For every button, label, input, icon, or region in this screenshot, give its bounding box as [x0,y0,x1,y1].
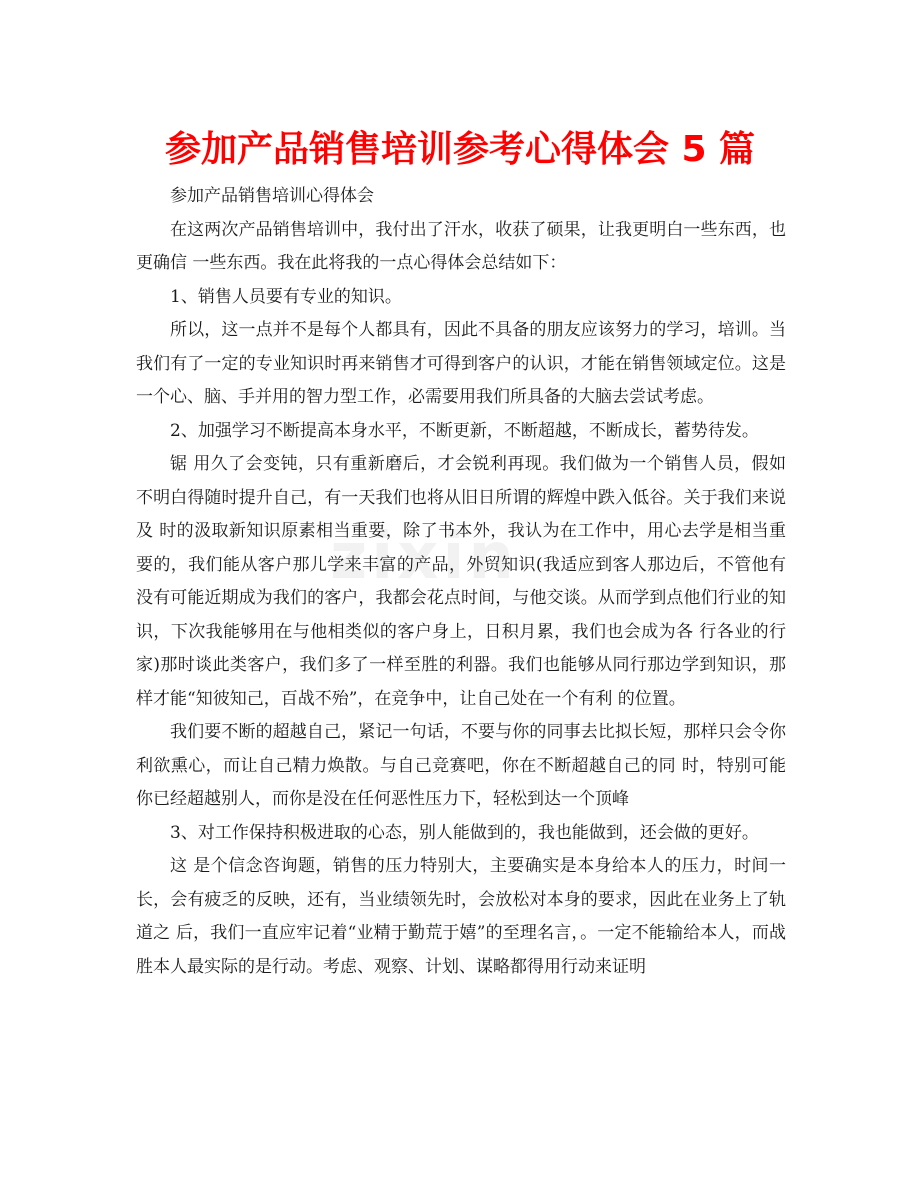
paragraph-point-1: 1、销售人员要有专业的知识。 [170,286,402,307]
document-body [136,180,786,984]
paragraph-point-2-body: 锯 用久了会变钝，只有重新磨后，才会锐利再现。我们做为一个销售人员，假如不明白得随时提升自己，有一天我们也将从旧日所谓的辉煌中跌入低谷。关于我们来说及 时的汲取新知识原素相当重要，除了书本外，我认为在工作中，用心去学是相当重要的，我们能从客户那儿学来丰富的产品，外贸知识(我适应到客人那边后，不管他有没有可能近期成为我们的客户，我都会花点时间，与他交谈。从而学到点他们行业的知识，下次我能够用在与他相类似的客户身上，日积月累，我们也会成为各 行各业的行家)那时谈此类客户，我们多了一样至胜的利器。我们也能够从同行那边学到知识，那样才能“知彼知己，百战不殆”，在竞争中，让自己处在一个有利 的位置。 [136,454,786,709]
paragraph-point-1-body: 所以，这一点并不是每个人都具有，因此不具备的朋友应该努力的学习，培训。当我们有了一定的专业知识时再来销售才可得到客户的认识，才能在销售领域定位。这是一个心、脑、手并用的智力型工作，必需要用我们所具备的大脑去尝试考虑。 [136,320,786,407]
paragraph-point-3: 3、对工作保持积极进取的心态，别人能做到的，我也能做到，还会做的更好。 [170,822,759,843]
document-subtitle: 参加产品销售培训心得体会 [170,186,374,206]
paragraph-intro: 在这两次产品销售培训中，我付出了汗水，收获了硕果，让我更明白一些东西，也更确信 一些东西。我在此将我的一点心得体会总结如下： [136,219,786,273]
paragraph-point-3-body: 这 是个信念咨询题，销售的压力特别大，主要确实是本身给本人的压力，时间一长，会有疲乏的反映，还有，当业绩领先时，会放松对本身的要求，因此在业务上了轨道之 后，我们一直应牢记着“业精于勤荒于嬉”的至理名言，。一定不能输给本人，而战胜本人最实际的是行动。考虑、观察、计划、谋略都得用行动来证明 [136,856,786,977]
paragraph-point-2-body-2: 我们要不断的超越自己，紧记一句话，不要与你的同事去比拟长短，那样只会令你利欲熏心，而让自己精力焕散。与自己竞赛吧，你在不断超越自己的同 时，特别可能你已经超越别人，而你是没在任何恶性压力下，轻松到达一个顶峰 [136,722,786,809]
paragraph-point-2: 2、加强学习不断提高本身水平，不断更新，不断超越，不断成长，蓄势待发。 [170,420,759,441]
watermark: zixin [330,520,518,594]
document-title: 参加产品销售培训参考心得体会 5 篇 [164,129,756,170]
